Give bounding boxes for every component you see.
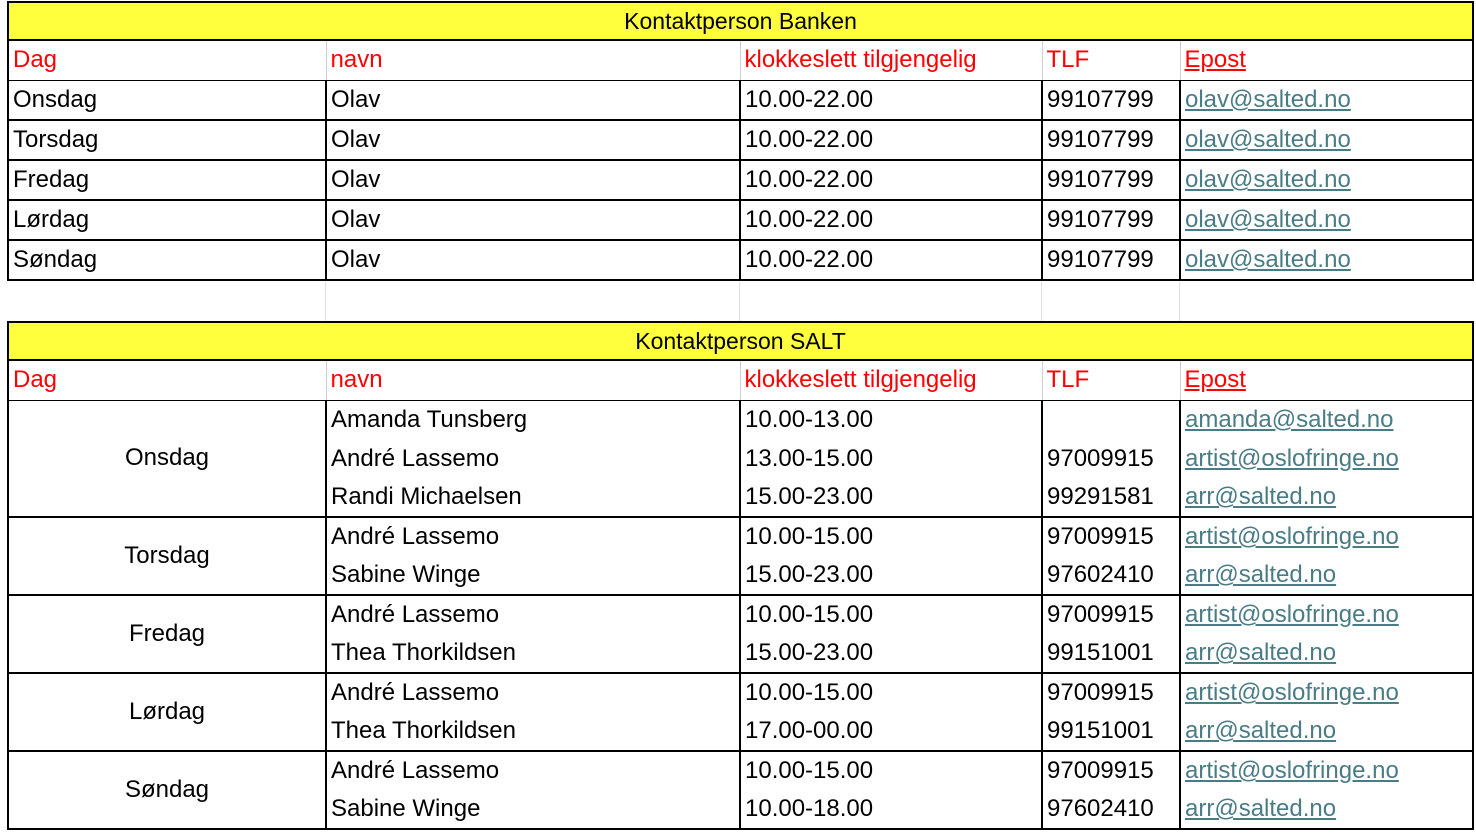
tlf-cell[interactable] [1042, 200, 1180, 240]
epost-cell[interactable] [1180, 673, 1472, 712]
tlf-cell[interactable] [1042, 478, 1180, 517]
tlf-cell-text: 99291581 [1047, 483, 1154, 510]
header-tlf[interactable]: TLF [1042, 361, 1180, 400]
navn-cell[interactable] [326, 160, 740, 200]
tlf-cell[interactable] [1042, 673, 1180, 712]
tlf-cell[interactable] [1042, 120, 1180, 160]
email-link[interactable]: olav@salted.no [1185, 126, 1351, 153]
tlf-cell-text: 97602410 [1047, 795, 1154, 822]
tlf-cell[interactable] [1042, 160, 1180, 200]
dag-cell[interactable] [9, 517, 326, 595]
header-klokkeslett[interactable]: klokkeslett tilgjengelig [740, 361, 1042, 400]
email-link[interactable]: arr@salted.no [1185, 483, 1337, 510]
epost-cell[interactable] [1180, 240, 1472, 280]
tid-cell[interactable] [740, 80, 1042, 120]
navn-cell[interactable] [326, 517, 740, 556]
epost-cell[interactable] [1180, 595, 1472, 634]
tid-cell-text: 10.00-18.00 [745, 795, 874, 822]
tid-cell[interactable] [740, 478, 1042, 517]
tlf-cell-text: 99151001 [1047, 717, 1154, 744]
navn-cell-text: Sabine Winge [331, 795, 481, 822]
dag-cell[interactable] [9, 673, 326, 751]
tid-cell-text: 10.00-22.00 [745, 85, 874, 113]
tlf-cell-text: 99107799 [1047, 166, 1154, 193]
navn-cell-text: Olav [331, 85, 381, 113]
epost-cell[interactable] [1180, 751, 1472, 790]
navn-cell-text: Amanda Tunsberg [331, 405, 528, 433]
navn-cell[interactable] [326, 673, 740, 712]
tid-cell[interactable] [740, 673, 1042, 712]
tid-cell-text: 10.00-22.00 [745, 246, 874, 273]
empty-cell[interactable] [1180, 282, 1474, 321]
tlf-cell[interactable] [1042, 790, 1180, 829]
tid-cell-text: 10.00-15.00 [745, 523, 874, 550]
navn-cell[interactable] [326, 478, 740, 517]
tid-cell-text: 15.00-23.00 [745, 561, 874, 588]
epost-cell[interactable] [1180, 517, 1472, 556]
table-row [9, 160, 1472, 200]
tid-cell[interactable] [740, 595, 1042, 634]
salt-grid [9, 361, 1472, 830]
tlf-cell-text: 97602410 [1047, 561, 1154, 588]
navn-cell[interactable] [326, 556, 740, 595]
tlf-cell[interactable] [1042, 712, 1180, 751]
banken-grid [9, 41, 1472, 281]
table-row [9, 80, 1472, 120]
navn-cell[interactable] [326, 400, 740, 439]
tlf-cell-text: 99107799 [1047, 126, 1154, 153]
email-link[interactable]: olav@salted.no [1185, 85, 1351, 113]
dag-cell[interactable] [9, 751, 326, 829]
header-epost[interactable]: Epost [1180, 41, 1472, 80]
navn-cell-text: André Lassemo [331, 601, 500, 628]
tlf-cell[interactable] [1042, 556, 1180, 595]
empty-cell[interactable] [7, 282, 326, 321]
salt-table [7, 321, 1474, 830]
navn-cell-text: Olav [331, 126, 381, 153]
email-link[interactable]: artist@oslofringe.no [1185, 523, 1399, 550]
email-link[interactable]: arr@salted.no [1185, 717, 1337, 744]
salt-header-row [9, 361, 1472, 400]
table-row [9, 200, 1472, 240]
email-link[interactable]: artist@oslofringe.no [1185, 601, 1399, 628]
table-row [9, 400, 1472, 439]
tlf-cell[interactable] [1042, 400, 1180, 439]
tlf-cell[interactable] [1042, 80, 1180, 120]
navn-cell-text: Thea Thorkildsen [331, 717, 516, 744]
navn-cell-text: Olav [331, 166, 381, 193]
tid-cell[interactable] [740, 160, 1042, 200]
header-epost[interactable]: Epost [1180, 361, 1472, 400]
dag-cell-text: Søndag [124, 776, 210, 803]
banken-table [7, 1, 1474, 281]
banken-title[interactable]: Kontaktperson Banken [9, 3, 1472, 41]
navn-cell-text: André Lassemo [331, 444, 500, 472]
tlf-cell[interactable] [1042, 439, 1180, 478]
epost-cell[interactable] [1180, 80, 1472, 120]
tid-cell[interactable] [740, 634, 1042, 673]
tlf-cell-text: 97009915 [1047, 679, 1154, 706]
email-link[interactable]: olav@salted.no [1185, 246, 1351, 273]
tid-cell[interactable] [740, 120, 1042, 160]
tlf-cell-text: 99107799 [1047, 246, 1154, 273]
tlf-cell-text: 97009915 [1047, 601, 1154, 628]
email-link[interactable]: olav@salted.no [1185, 166, 1351, 193]
header-dag[interactable]: Dag [9, 361, 326, 400]
tlf-cell[interactable] [1042, 240, 1180, 280]
navn-cell[interactable] [326, 595, 740, 634]
navn-cell[interactable] [326, 240, 740, 280]
navn-cell-text: André Lassemo [331, 523, 500, 550]
epost-cell[interactable] [1180, 120, 1472, 160]
navn-cell[interactable] [326, 80, 740, 120]
tid-cell[interactable] [740, 517, 1042, 556]
tlf-cell-text: 99151001 [1047, 639, 1154, 666]
tid-cell-text: 10.00-15.00 [745, 679, 874, 706]
table-row [9, 673, 1472, 712]
tid-cell-text: 10.00-22.00 [745, 166, 874, 193]
tid-cell[interactable] [740, 556, 1042, 595]
email-link[interactable]: olav@salted.no [1185, 206, 1351, 233]
banken-header-row [9, 41, 1472, 80]
email-link[interactable]: amanda@salted.no [1185, 405, 1394, 433]
table-row [9, 595, 1472, 634]
dag-cell[interactable] [9, 595, 326, 673]
empty-cell[interactable] [326, 282, 740, 321]
navn-cell-text: André Lassemo [331, 679, 500, 706]
dag-cell-text: Søndag [13, 246, 98, 273]
navn-cell[interactable] [326, 200, 740, 240]
tid-cell[interactable] [740, 200, 1042, 240]
epost-cell[interactable] [1180, 400, 1472, 439]
dag-cell-text: Fredag [128, 620, 206, 647]
tid-cell-text: 10.00-15.00 [745, 601, 874, 628]
table-row [9, 120, 1472, 160]
epost-cell[interactable] [1180, 160, 1472, 200]
table-row [9, 240, 1472, 280]
tid-cell-text: 10.00-15.00 [745, 757, 874, 784]
tlf-cell[interactable] [1042, 634, 1180, 673]
tid-cell[interactable] [740, 751, 1042, 790]
dag-cell[interactable] [9, 200, 326, 240]
tlf-cell-text: 99107799 [1047, 85, 1154, 113]
dag-cell-text: Lørdag [128, 698, 206, 725]
empty-cell[interactable] [1042, 282, 1180, 321]
navn-cell-text: Sabine Winge [331, 561, 481, 588]
dag-cell[interactable] [9, 160, 326, 200]
email-link[interactable]: artist@oslofringe.no [1185, 444, 1399, 472]
tid-cell[interactable] [740, 400, 1042, 439]
tid-cell-text: 10.00-22.00 [745, 206, 874, 233]
epost-cell[interactable] [1180, 712, 1472, 751]
navn-cell[interactable] [326, 790, 740, 829]
dag-cell-text: Torsdag [124, 542, 210, 569]
tlf-cell-text: 97009915 [1047, 523, 1154, 550]
empty-row [7, 282, 1474, 321]
epost-cell[interactable] [1180, 790, 1472, 829]
tid-cell[interactable] [740, 712, 1042, 751]
table-row [9, 751, 1472, 790]
dag-cell[interactable] [9, 80, 326, 120]
navn-cell[interactable] [326, 712, 740, 751]
salt-title[interactable]: Kontaktperson SALT [9, 323, 1472, 361]
tlf-cell[interactable] [1042, 595, 1180, 634]
dag-cell-text: Torsdag [13, 126, 99, 153]
dag-cell-text: Fredag [13, 166, 90, 193]
tlf-cell-text: 97009915 [1047, 444, 1154, 472]
dag-cell-text: Onsdag [124, 444, 210, 472]
header-navn[interactable]: navn [326, 361, 740, 400]
tid-cell[interactable] [740, 790, 1042, 829]
email-link[interactable]: arr@salted.no [1185, 795, 1337, 822]
table-row [9, 517, 1472, 556]
tid-cell-text: 10.00-22.00 [745, 126, 874, 153]
tlf-cell[interactable] [1042, 517, 1180, 556]
dag-cell-text: Onsdag [13, 85, 98, 113]
navn-cell-text: Thea Thorkildsen [331, 639, 516, 666]
tid-cell-text: 15.00-23.00 [745, 639, 874, 666]
navn-cell-text: André Lassemo [331, 757, 500, 784]
header-dag[interactable]: Dag [9, 41, 326, 80]
navn-cell[interactable] [326, 439, 740, 478]
tid-cell-text: 15.00-23.00 [745, 483, 874, 510]
dag-cell[interactable] [9, 240, 326, 280]
epost-cell[interactable] [1180, 634, 1472, 673]
navn-cell-text: Randi Michaelsen [331, 483, 522, 510]
navn-cell[interactable] [326, 634, 740, 673]
epost-cell[interactable] [1180, 478, 1472, 517]
dag-cell[interactable] [9, 400, 326, 517]
dag-cell-text: Lørdag [13, 206, 90, 233]
navn-cell[interactable] [326, 120, 740, 160]
header-navn[interactable]: navn [326, 41, 740, 80]
navn-cell[interactable] [326, 751, 740, 790]
tlf-cell[interactable] [1042, 751, 1180, 790]
tlf-cell-text: 99107799 [1047, 206, 1154, 233]
epost-cell[interactable] [1180, 439, 1472, 478]
header-tlf[interactable]: TLF [1042, 41, 1180, 80]
email-link[interactable]: artist@oslofringe.no [1185, 679, 1399, 706]
tlf-cell-text: 97009915 [1047, 757, 1154, 784]
email-link[interactable]: artist@oslofringe.no [1185, 757, 1399, 784]
email-link[interactable]: arr@salted.no [1185, 639, 1337, 666]
navn-cell-text: Olav [331, 246, 381, 273]
epost-cell[interactable] [1180, 200, 1472, 240]
navn-cell-text: Olav [331, 206, 381, 233]
email-link[interactable]: arr@salted.no [1185, 561, 1337, 588]
epost-cell[interactable] [1180, 556, 1472, 595]
tid-cell-text: 17.00-00.00 [745, 717, 874, 744]
empty-cell[interactable] [740, 282, 1042, 321]
tid-cell-text: 10.00-13.00 [745, 405, 874, 433]
tid-cell-text: 13.00-15.00 [745, 444, 874, 472]
dag-cell[interactable] [9, 120, 326, 160]
header-klokkeslett[interactable]: klokkeslett tilgjengelig [740, 41, 1042, 80]
tid-cell[interactable] [740, 439, 1042, 478]
tid-cell[interactable] [740, 240, 1042, 280]
